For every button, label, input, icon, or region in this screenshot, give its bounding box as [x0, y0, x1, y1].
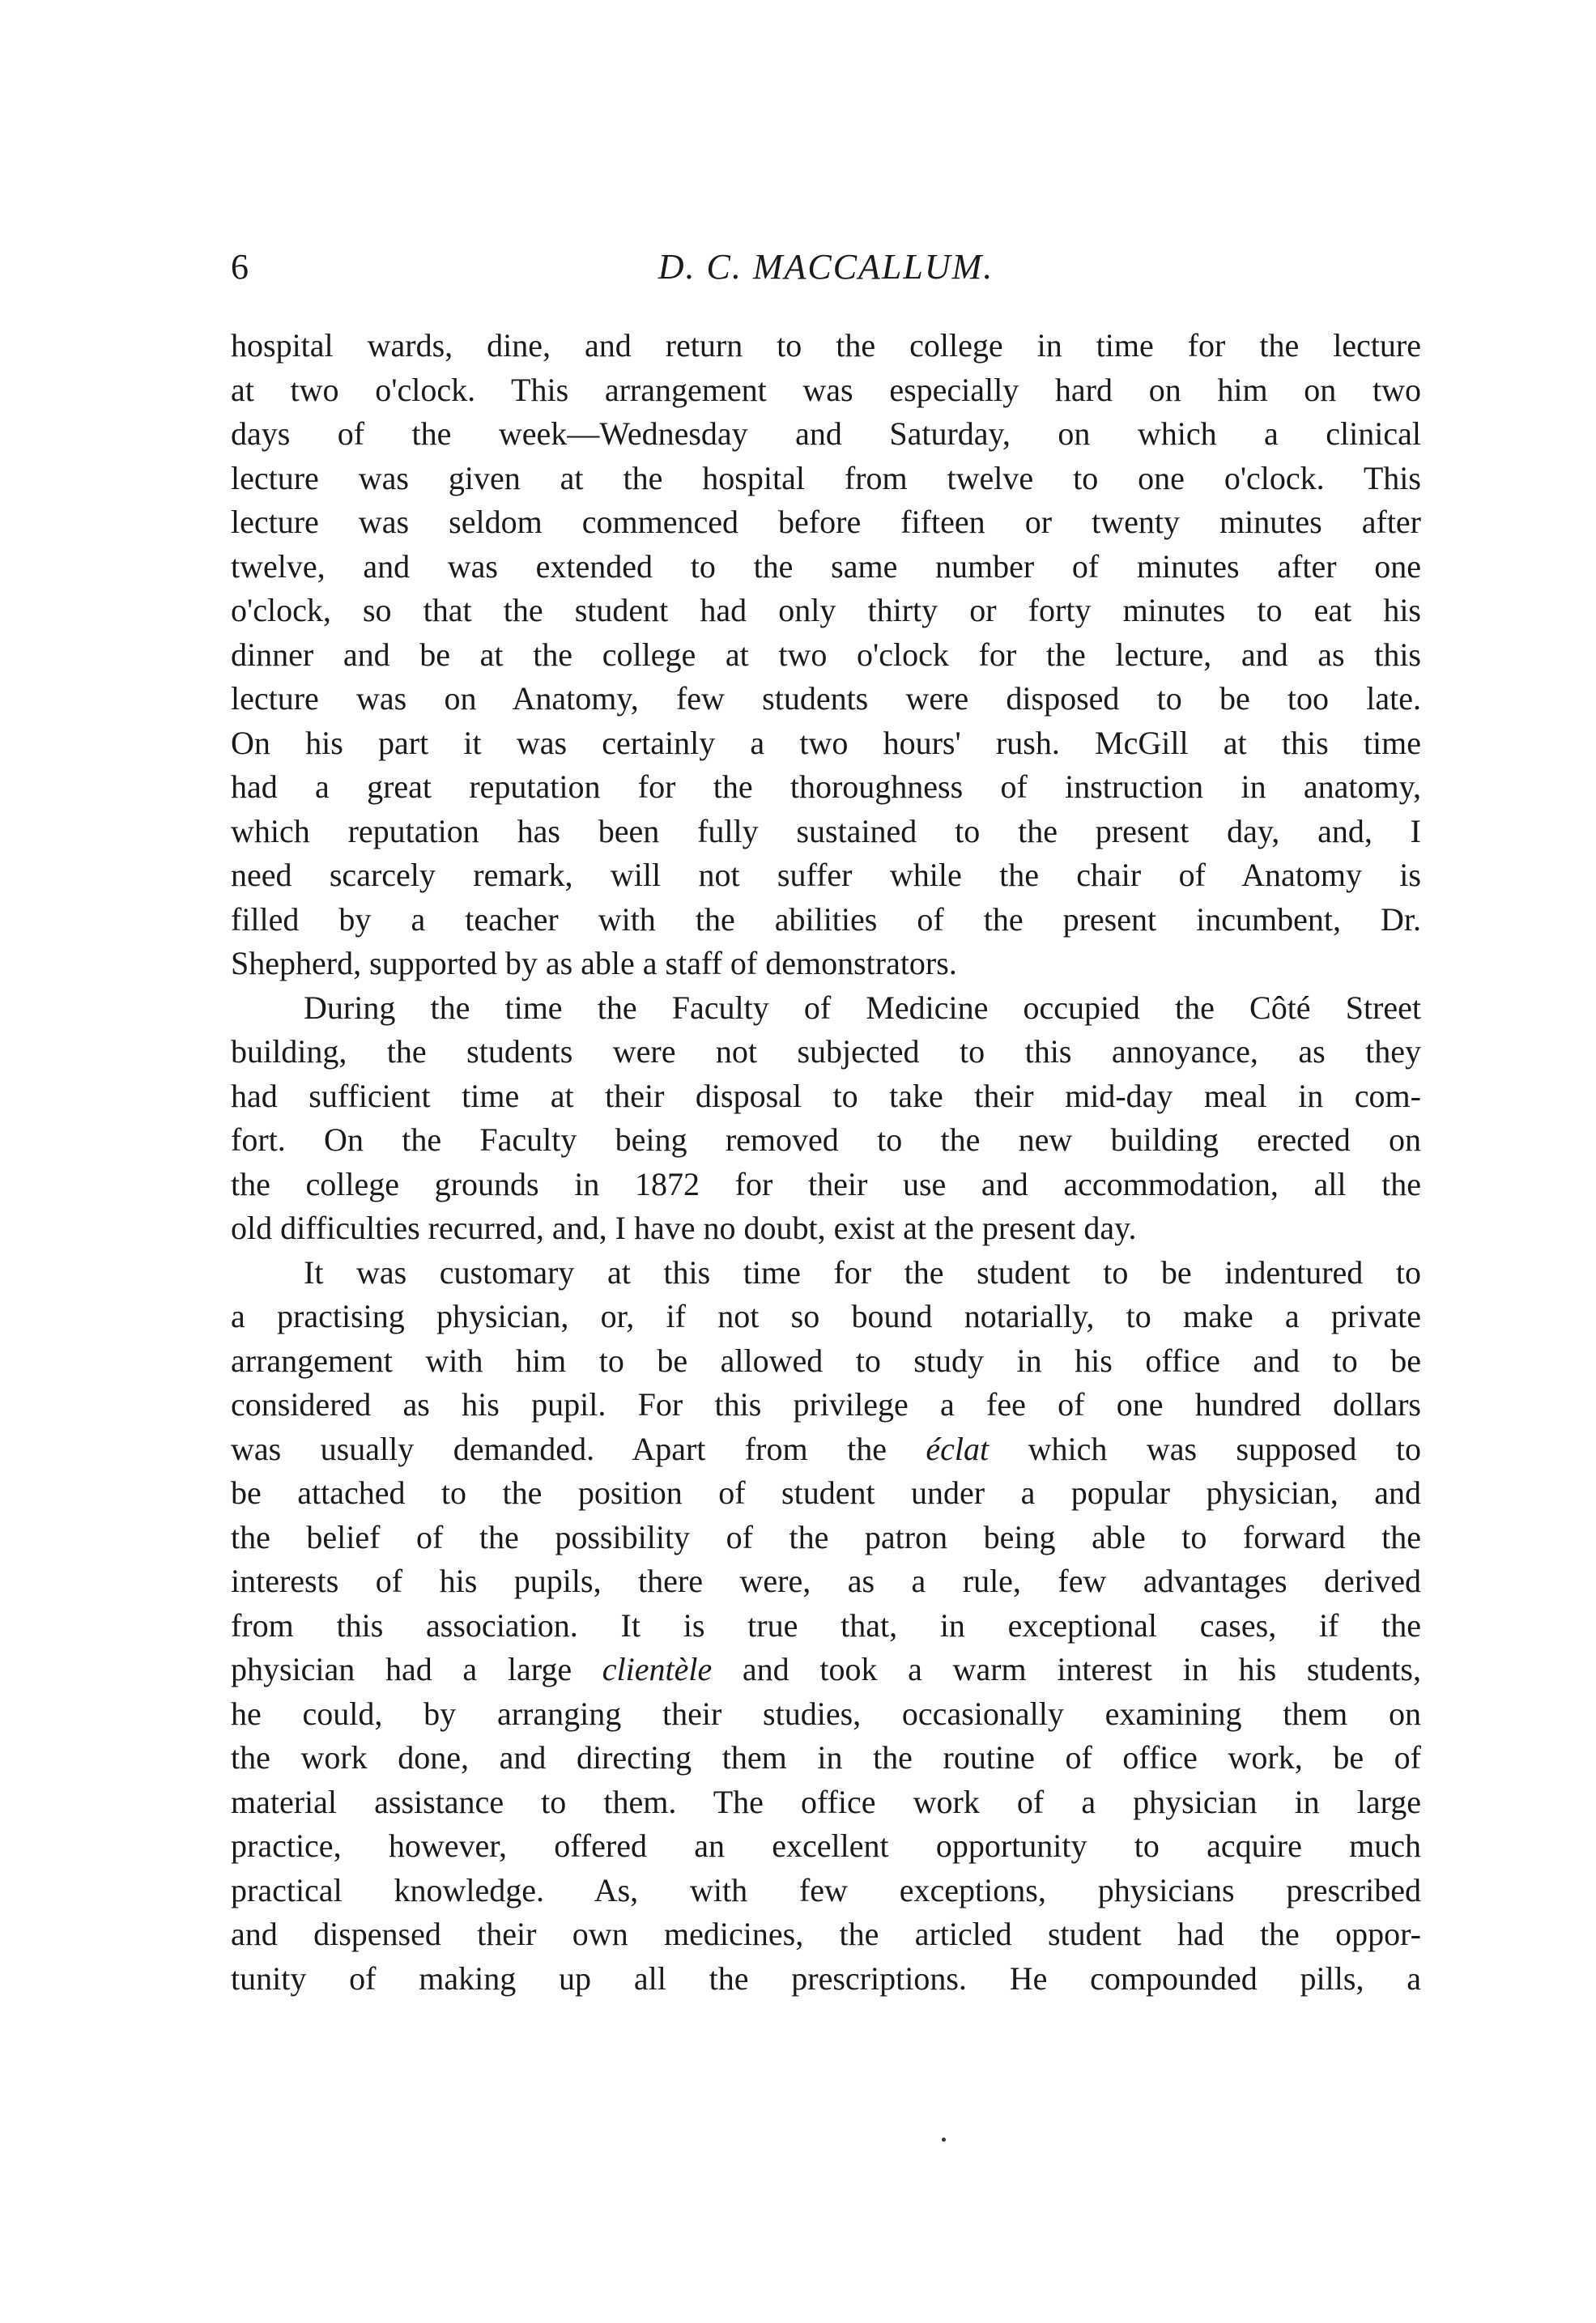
text-segment: and took a warm interest in his students, — [712, 1651, 1421, 1687]
text-line: days of the week—Wednesday and Saturday, on which a clinical — [231, 415, 1421, 452]
text-line: the belief of the possibility of the patron being able to forward the — [231, 1518, 1421, 1555]
body-text — [231, 324, 1421, 2001]
text-line: interests of his pupils, there were, as a rule, few advantages derived — [231, 1563, 1421, 1599]
text-segment: physician had a large — [231, 1651, 602, 1687]
italic-word-clientele: clientèle — [602, 1651, 713, 1687]
text-line: On his part it was certainly a two hours' rush. McGill at this time — [231, 724, 1421, 761]
text-line: from this association. It is true that, in exceptional cases, if the — [231, 1606, 1421, 1644]
text-line-with-italic — [231, 1427, 1421, 1472]
text-line: old difficulties recurred, and, I have no doubt, exist at the present day. — [231, 1210, 1137, 1246]
text-line: need scarcely remark, will not suffer while the chair of Anatomy is — [231, 857, 1421, 893]
text-line: had sufficient time at their disposal to take their mid-day meal in com- — [231, 1077, 1421, 1114]
text-line: considered as his pupil. For this privilege a fee of one hundred dollars — [231, 1386, 1421, 1423]
italic-word-eclat: éclat — [926, 1430, 990, 1467]
text-line: at two o'clock. This arrangement was especially hard on him on two — [231, 371, 1421, 408]
text-line: lecture was on Anatomy, few students were disposed to be too late. — [231, 680, 1421, 717]
text-line: practical knowledge. As, with few exceptions, physicians prescribed — [231, 1871, 1421, 1908]
text-line: twelve, and was extended to the same number of minutes after one — [231, 547, 1421, 585]
text-line: hospital wards, dine, and return to the college in time for the lecture — [231, 327, 1421, 364]
text-line: fort. On the Faculty being removed to the new building erected on — [231, 1121, 1421, 1158]
text-line: building, the students were not subjected to this annoyance, as they — [231, 1033, 1421, 1070]
text-line: dinner and be at the college at two o'clock for the lecture, and as this — [231, 636, 1421, 673]
print-speck — [942, 2138, 946, 2142]
text-segment: was usually demanded. Apart from the — [231, 1430, 926, 1467]
text-line: be attached to the position of student under a popular physician, and — [231, 1474, 1421, 1511]
text-line: the work done, and directing them in the routine of office work, be of — [231, 1739, 1421, 1776]
running-head: D. C. MACCALLUM. — [658, 247, 994, 287]
page-number: 6 — [231, 247, 249, 287]
text-line: arrangement with him to be allowed to study in his office and to be — [231, 1342, 1421, 1379]
text-line: tunity of making up all the prescriptions. He compounded pills, a — [231, 1959, 1421, 1997]
text-line: material assistance to them. The office work of a physician in large — [231, 1783, 1421, 1820]
text-line: o'clock, so that the student had only thirty or forty minutes to eat his — [231, 592, 1421, 628]
text-line: Shepherd, supported by as able a staff of demonstrators. — [231, 945, 957, 981]
page-header — [231, 243, 1421, 291]
text-line: practice, however, offered an excellent opportunity to acquire much — [231, 1827, 1421, 1864]
text-line: lecture was given at the hospital from twelve to one o'clock. This — [231, 459, 1421, 496]
text-line: had a great reputation for the thoroughness of instruction in anatomy, — [231, 768, 1421, 805]
paragraph-first-line: It was customary at this time for the student to be indentured to — [304, 1253, 1421, 1291]
text-line-with-italic — [231, 1648, 1421, 1692]
text-segment: which was supposed to — [989, 1430, 1421, 1467]
text-line: and dispensed their own medicines, the articled student had the oppor- — [231, 1916, 1421, 1952]
text-line: lecture was seldom commenced before fifteen or twenty minutes after — [231, 504, 1421, 540]
text-line: a practising physician, or, if not so bound notarially, to make a private — [231, 1298, 1421, 1334]
text-line: filled by a teacher with the abilities of the present incumbent, Dr. — [231, 900, 1421, 938]
text-line: he could, by arranging their studies, occasionally examining them on — [231, 1695, 1421, 1732]
text-line: the college grounds in 1872 for their use and accommodation, all the — [231, 1165, 1421, 1202]
paragraph-first-line: During the time the Faculty of Medicine occupied the Côté Street — [304, 989, 1421, 1026]
text-line: which reputation has been fully sustained to the present day, and, I — [231, 812, 1421, 849]
